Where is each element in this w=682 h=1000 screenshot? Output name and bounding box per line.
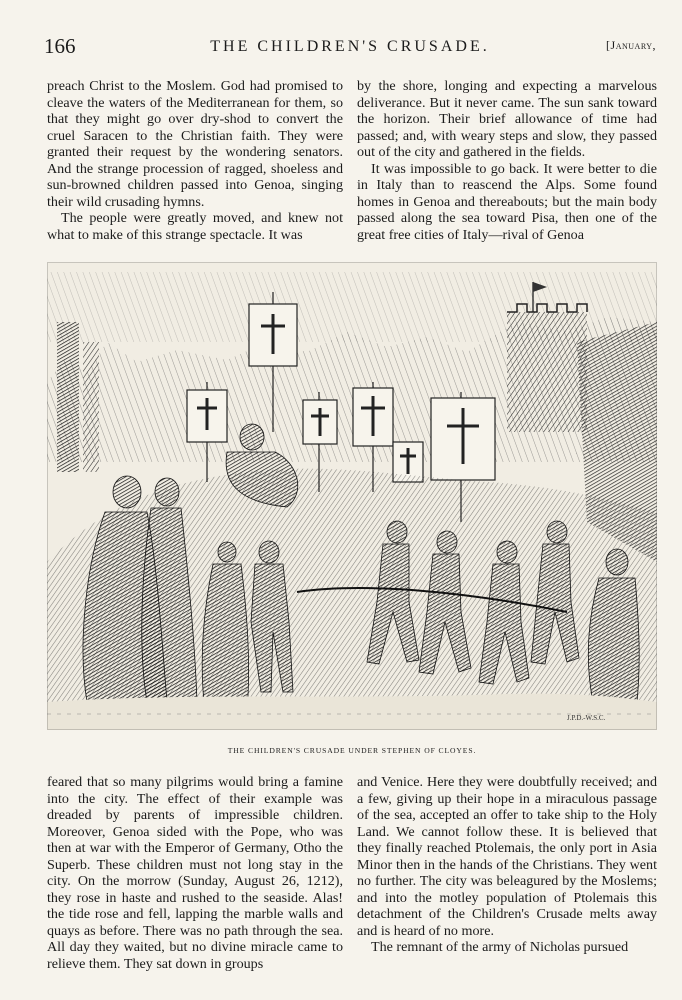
- engraver-signature: J.P.D.-W.S.C.: [567, 714, 606, 722]
- running-title: THE CHILDREN'S CRUSADE.: [210, 38, 490, 55]
- paragraph: The people were greatly moved, and knew not what to make of this strange spectacle. It was: [47, 210, 343, 243]
- page-header: [44, 30, 656, 58]
- paragraph: by the shore, longing and expecting a marvelous deliverance. But it never came. The sun sank toward the horizon. Their brief allowance of time had passed; and, with weary steps and slow, they passed out of the city and gathered in the fields.: [357, 78, 657, 161]
- illustration-caption: THE CHILDREN'S CRUSADE UNDER STEPHEN OF CLOYES.: [227, 746, 477, 755]
- paragraph: The remnant of the army of Nicholas pursued: [371, 939, 629, 956]
- issue-date: [January,: [606, 38, 656, 52]
- text-column-bottom-right: [357, 774, 657, 956]
- page-number: 166: [44, 34, 76, 58]
- text-column-top-left: [47, 78, 343, 243]
- paragraph: preach Christ to the Moslem. God had promised to cleave the waters of the Mediterranean for them, so that they might go over dry-shod to convert the cruel Saracen to the Christian faith. They were granted their request by the wondering senators. And the strange procession of ragged, shoeless and sun-browned children passed into Genoa, singing their wild crusading hymns.: [47, 78, 343, 210]
- paragraph: and Venice. Here they were doubtfully received; and a few, giving up their hope in a miraculous passage of the sea, accepted an offer to take ship to the Holy Land. We cannot follow these. It is believed that they finally reached Ptolemais, the only port in Asia Minor then in the hands of the Christians. They went no further. The city was beleagured by the Moslems; and into the motley population of Ptolemais this detachment of the Children's Crusade melts away and is heard of no more.: [357, 774, 657, 939]
- paragraph: It was impossible to go back. It were better to die in Italy than to reascend the Alps. Some found homes in Genoa and thereabouts; but the main body passed along the sea toward Pisa, then one of the great free cities of Italy—rival of Genoa: [357, 160, 657, 243]
- paragraph: feared that so many pilgrims would bring a famine into the city. The effect of their example was dreaded by parents of impressible children. Moreover, Genoa sided with the Pope, who was then at war with the Emperor of Germany, Otho the Superb. These children must not long stay in the city. On the morrow (Sunday, August 26, 1212), they rose in haste and rushed to the seaside. Alas! the tide rose and fell, lapping the marble walls and quays as before. There was no path through the sea. All day they waited, but no divine miracle came to relieve them. They sat down in groups: [47, 774, 343, 973]
- text-column-top-right: [357, 78, 657, 243]
- text-column-bottom-left: [47, 774, 343, 973]
- engraving-illustration: [47, 262, 657, 730]
